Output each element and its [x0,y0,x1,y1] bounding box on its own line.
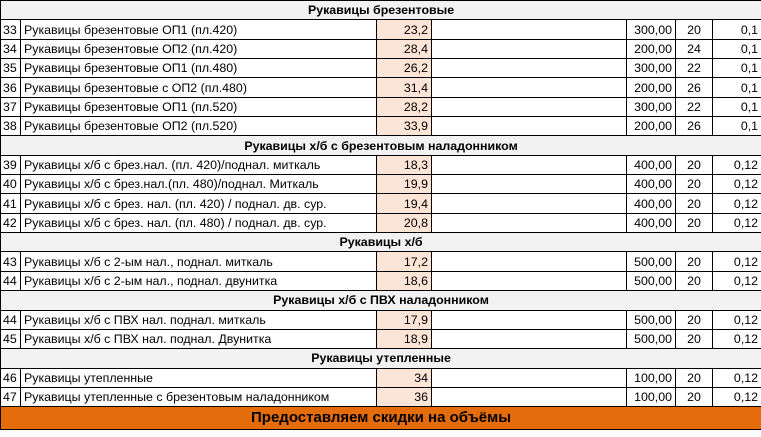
row-number: 45 [1,329,21,348]
table-row [1,271,761,290]
weight-cell: 0,1 [713,39,761,58]
quantity-cell: 100,00 [627,387,676,406]
pack-count-cell: 20 [676,252,713,271]
weight-cell: 0,1 [713,59,761,78]
pack-count-cell: 20 [676,194,713,213]
empty-cell [432,310,627,329]
weight-cell: 0,12 [713,252,761,271]
section-header [1,349,761,368]
table-row [1,387,761,406]
pack-count-cell: 22 [676,97,713,116]
empty-cell [432,252,627,271]
row-number: 47 [1,387,21,406]
table-row [1,368,761,387]
quantity-cell: 500,00 [627,310,676,329]
table-row [1,78,761,97]
row-number: 36 [1,78,21,97]
empty-cell [432,39,627,58]
product-name: Рукавицы брезентовые ОП1 (пл.480) [21,59,377,78]
price-cell: 20,8 [377,213,432,232]
table-row [1,59,761,78]
weight-cell: 0,12 [713,310,761,329]
table-row [1,155,761,174]
product-name: Рукавицы брезентовые ОП1 (пл.420) [21,20,377,39]
product-name: Рукавицы х/б с брез. нал. (пл. 480) / поднал. дв. сур. [21,213,377,232]
quantity-cell: 200,00 [627,39,676,58]
price-cell: 36 [377,387,432,406]
quantity-cell: 500,00 [627,252,676,271]
product-name: Рукавицы утепленные [21,368,377,387]
pack-count-cell: 20 [676,387,713,406]
weight-cell: 0,12 [713,155,761,174]
row-number: 39 [1,155,21,174]
empty-cell [432,20,627,39]
empty-cell [432,78,627,97]
quantity-cell: 500,00 [627,329,676,348]
section-title: Рукавицы брезентовые [1,1,761,20]
table-row [1,175,761,194]
quantity-cell: 200,00 [627,78,676,97]
row-number: 35 [1,59,21,78]
pack-count-cell: 20 [676,368,713,387]
row-number: 44 [1,271,21,290]
price-cell: 34 [377,368,432,387]
section-title: Рукавицы х/б с брезентовым наладонником [1,136,761,155]
weight-cell: 0,1 [713,97,761,116]
row-number: 43 [1,252,21,271]
weight-cell: 0,12 [713,175,761,194]
quantity-cell: 300,00 [627,59,676,78]
price-cell: 19,4 [377,194,432,213]
quantity-cell: 200,00 [627,117,676,136]
empty-cell [432,59,627,78]
pack-count-cell: 24 [676,39,713,58]
table-row [1,39,761,58]
pack-count-cell: 20 [676,271,713,290]
product-name: Рукавицы брезентовые ОП2 (пл.520) [21,117,377,136]
weight-cell: 0,1 [713,117,761,136]
product-name: Рукавицы утепленные с брезентовым наладонником [21,387,377,406]
table-row [1,97,761,116]
quantity-cell: 100,00 [627,368,676,387]
row-number: 38 [1,117,21,136]
row-number: 46 [1,368,21,387]
empty-cell [432,175,627,194]
product-name: Рукавицы х/б с ПВХ нал. поднал. миткаль [21,310,377,329]
weight-cell: 0,12 [713,387,761,406]
section-header [1,233,761,252]
weight-cell: 0,12 [713,194,761,213]
empty-cell [432,271,627,290]
section-title: Рукавицы х/б [1,233,761,252]
pack-count-cell: 26 [676,117,713,136]
quantity-cell: 400,00 [627,213,676,232]
empty-cell [432,213,627,232]
weight-cell: 0,1 [713,78,761,97]
product-name: Рукавицы х/б с 2-ым нал., поднал. миткаль [21,252,377,271]
product-name: Рукавицы х/б с ПВХ нал. поднал. Двунитка [21,329,377,348]
section-title: Рукавицы х/б с ПВХ наладонником [1,291,761,310]
price-cell: 31,4 [377,78,432,97]
row-number: 44 [1,310,21,329]
section-header [1,1,761,20]
empty-cell [432,329,627,348]
section-title: Рукавицы утепленные [1,349,761,368]
product-name: Рукавицы х/б с 2-ым нал., поднал. двунитка [21,271,377,290]
row-number: 42 [1,213,21,232]
empty-cell [432,97,627,116]
price-cell: 28,2 [377,97,432,116]
product-name: Рукавицы х/б с брез.нал. (пл. 420)/поднал. миткаль [21,155,377,174]
quantity-cell: 300,00 [627,20,676,39]
price-table-body [1,1,761,430]
row-number: 33 [1,20,21,39]
row-number: 40 [1,175,21,194]
table-row [1,213,761,232]
empty-cell [432,117,627,136]
price-cell: 26,2 [377,59,432,78]
product-name: Рукавицы х/б с брез.нал.(пл. 480)/поднал. Миткаль [21,175,377,194]
price-cell: 28,4 [377,39,432,58]
quantity-cell: 500,00 [627,271,676,290]
quantity-cell: 300,00 [627,97,676,116]
table-row [1,117,761,136]
quantity-cell: 400,00 [627,194,676,213]
table-row [1,252,761,271]
pack-count-cell: 20 [676,213,713,232]
price-cell: 19,9 [377,175,432,194]
pack-count-cell: 20 [676,155,713,174]
price-cell: 18,9 [377,329,432,348]
weight-cell: 0,12 [713,213,761,232]
table-row [1,329,761,348]
price-cell: 33,9 [377,117,432,136]
empty-cell [432,194,627,213]
quantity-cell: 400,00 [627,155,676,174]
pack-count-cell: 22 [676,59,713,78]
empty-cell [432,387,627,406]
weight-cell: 0,1 [713,20,761,39]
pack-count-cell: 20 [676,175,713,194]
product-name: Рукавицы брезентовые ОП2 (пл.420) [21,39,377,58]
price-cell: 18,6 [377,271,432,290]
product-name: Рукавицы брезентовые ОП1 (пл.520) [21,97,377,116]
pack-count-cell: 20 [676,329,713,348]
price-cell: 17,2 [377,252,432,271]
price-cell: 17,9 [377,310,432,329]
pack-count-cell: 20 [676,20,713,39]
pack-count-cell: 20 [676,310,713,329]
product-name: Рукавицы х/б с брез. нал. (пл. 420) / поднал. дв. сур. [21,194,377,213]
product-name: Рукавицы брезентовые с ОП2 (пл.480) [21,78,377,97]
section-header [1,291,761,310]
table-row [1,194,761,213]
empty-cell [432,155,627,174]
weight-cell: 0,12 [713,271,761,290]
price-cell: 18,3 [377,155,432,174]
weight-cell: 0,12 [713,368,761,387]
table-row [1,20,761,39]
row-number: 41 [1,194,21,213]
row-number: 37 [1,97,21,116]
table-row [1,310,761,329]
pack-count-cell: 26 [676,78,713,97]
weight-cell: 0,12 [713,329,761,348]
footer-banner: Предоставляем скидки на объёмы [1,407,761,430]
section-header [1,136,761,155]
empty-cell [432,368,627,387]
price-cell: 23,2 [377,20,432,39]
row-number: 34 [1,39,21,58]
quantity-cell: 400,00 [627,175,676,194]
footer-row [1,407,761,430]
